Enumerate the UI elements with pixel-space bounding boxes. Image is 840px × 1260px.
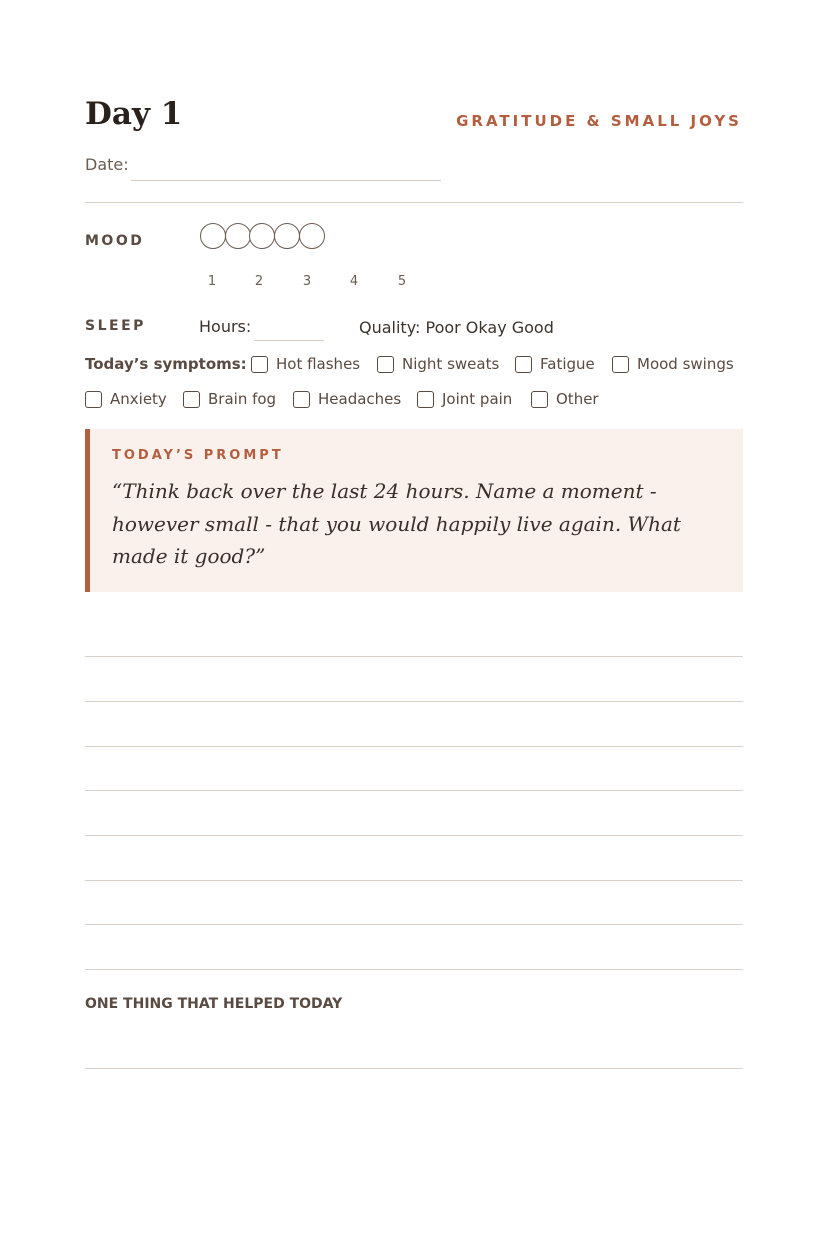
symptoms-title: Today’s symptoms: <box>85 355 247 373</box>
mood-scale <box>200 274 430 292</box>
symptom-joint-pain[interactable] <box>417 390 512 408</box>
checkbox[interactable] <box>515 356 532 373</box>
helped-label: ONE THING THAT HELPED TODAY <box>85 996 343 1012</box>
mood-scale-number: 3 <box>302 274 312 289</box>
symptom-anxiety[interactable] <box>85 390 167 408</box>
mood-rating <box>200 223 324 249</box>
writing-line[interactable] <box>85 656 743 657</box>
divider <box>85 202 743 203</box>
writing-line[interactable] <box>85 746 743 747</box>
date-label: Date: <box>85 155 129 174</box>
sleep-label: SLEEP <box>85 318 146 334</box>
symptom-brain-fog[interactable] <box>183 390 276 408</box>
mood-label: MOOD <box>85 233 145 249</box>
date-field[interactable] <box>131 180 441 181</box>
checkbox[interactable] <box>612 356 629 373</box>
symptom-label: Other <box>556 390 599 408</box>
mood-circle-1[interactable] <box>200 223 226 249</box>
checkbox[interactable] <box>85 391 102 408</box>
helped-field[interactable] <box>85 1068 743 1069</box>
symptom-fatigue[interactable] <box>515 355 595 373</box>
checkbox[interactable] <box>183 391 200 408</box>
mood-circle-4[interactable] <box>274 223 300 249</box>
symptom-label: Anxiety <box>110 390 167 408</box>
writing-line[interactable] <box>85 969 743 970</box>
mood-scale-number: 2 <box>254 274 264 289</box>
theme-label: GRATITUDE & SMALL JOYS <box>456 112 742 130</box>
mood-circle-3[interactable] <box>249 223 275 249</box>
symptom-other[interactable] <box>531 390 599 408</box>
writing-line[interactable] <box>85 790 743 791</box>
writing-line[interactable] <box>85 880 743 881</box>
symptom-mood-swings[interactable] <box>612 355 734 373</box>
checkbox[interactable] <box>531 391 548 408</box>
symptom-night-sweats[interactable] <box>377 355 499 373</box>
checkbox[interactable] <box>377 356 394 373</box>
symptom-hot-flashes[interactable] <box>251 355 360 373</box>
symptom-label: Joint pain <box>442 390 513 408</box>
symptom-headaches[interactable] <box>293 390 401 408</box>
mood-circle-2[interactable] <box>225 223 251 249</box>
hours-label: Hours: <box>199 317 252 336</box>
sleep-quality: Quality: Poor Okay Good <box>359 318 554 337</box>
prompt-label: TODAY’S PROMPT <box>112 448 284 463</box>
hours-field[interactable] <box>254 340 324 341</box>
symptom-label: Headaches <box>318 390 402 408</box>
symptom-label: Mood swings <box>637 355 734 373</box>
writing-line[interactable] <box>85 835 743 836</box>
checkbox[interactable] <box>417 391 434 408</box>
checkbox[interactable] <box>251 356 268 373</box>
symptom-label: Fatigue <box>540 355 595 373</box>
page-title: Day 1 <box>85 96 183 132</box>
checkbox[interactable] <box>293 391 310 408</box>
symptom-label: Hot flashes <box>276 355 361 373</box>
symptom-label: Night sweats <box>402 355 500 373</box>
symptom-label: Brain fog <box>208 390 277 408</box>
mood-scale-number: 4 <box>349 274 359 289</box>
writing-line[interactable] <box>85 924 743 925</box>
prompt-text: “Think back over the last 24 hours. Name a moment - however small - that you would happily live again. What made it good?” <box>112 479 681 568</box>
mood-circle-5[interactable] <box>299 223 325 249</box>
mood-scale-number: 5 <box>397 274 407 289</box>
writing-line[interactable] <box>85 701 743 702</box>
mood-scale-number: 1 <box>207 274 217 289</box>
prompt-card <box>85 429 743 592</box>
